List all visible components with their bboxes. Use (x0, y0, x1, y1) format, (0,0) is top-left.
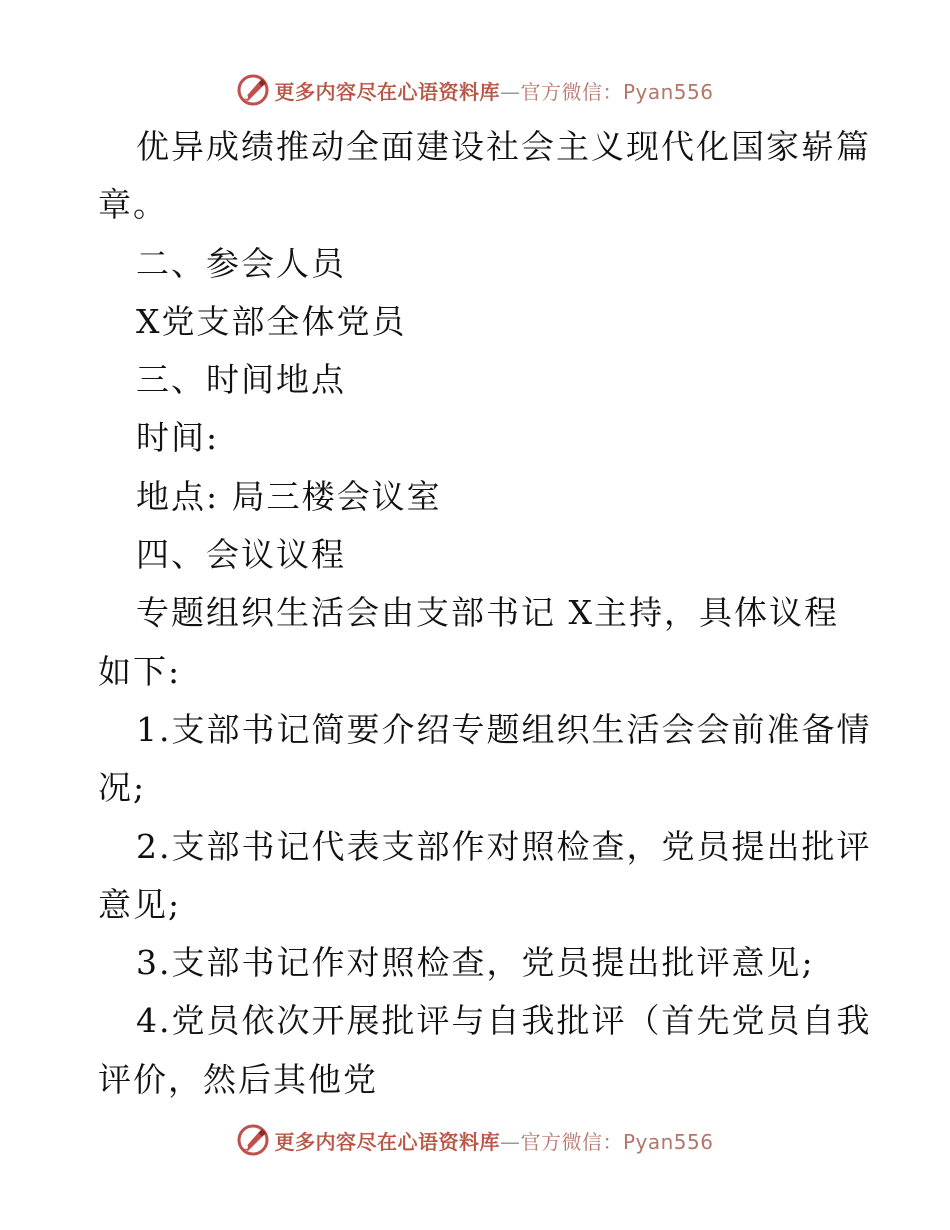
document-body (98, 118, 872, 1109)
banner-dash: — (499, 79, 521, 104)
banner-text (274, 76, 713, 105)
text-line: 章。 (98, 185, 168, 225)
header-watermark-banner (0, 70, 950, 110)
text-line: 二、参会人员 (136, 243, 346, 283)
text-line: 四、会议议程 (136, 535, 346, 575)
text-line: 时间: (136, 418, 220, 458)
banner-dash: — (499, 1129, 521, 1154)
banner-wechat: 官方微信：Pyan556 (520, 79, 714, 104)
pen-logo-icon (236, 73, 270, 107)
text-line: 优异成绩推动全面建设社会主义现代化国家崭篇 (136, 127, 871, 166)
banner-text (274, 1126, 713, 1155)
text-line: 如下: (98, 651, 182, 691)
text-line: 3.支部书记作对照检查，党员提出批评意见; (136, 943, 815, 983)
text-line: 三、时间地点 (136, 360, 346, 400)
text-line: X党支部全体党员 (136, 301, 407, 341)
banner-site-name: 更多内容尽在心语资料库 (274, 79, 500, 104)
text-line: 况; (98, 768, 147, 808)
text-line: 2.支部书记代表支部作对照检查，党员提出批评 (136, 826, 872, 866)
text-line: 地点: 局三楼会议室 (136, 476, 442, 516)
text-line: 1.支部书记简要介绍专题组织生活会会前准备情 (136, 709, 872, 749)
pen-logo-icon (236, 1123, 270, 1157)
text-line: 4.党员依次开展批评与自我批评（首先党员自我 (136, 1001, 872, 1041)
text-line: 专题组织生活会由支部书记 X主持，具体议程 (136, 593, 839, 633)
banner-wechat: 官方微信：Pyan556 (520, 1129, 714, 1154)
banner-site-name: 更多内容尽在心语资料库 (274, 1129, 500, 1154)
text-line: 意见; (98, 884, 182, 924)
text-line: 评价，然后其他党 (98, 1059, 378, 1099)
footer-watermark-banner (0, 1120, 950, 1160)
